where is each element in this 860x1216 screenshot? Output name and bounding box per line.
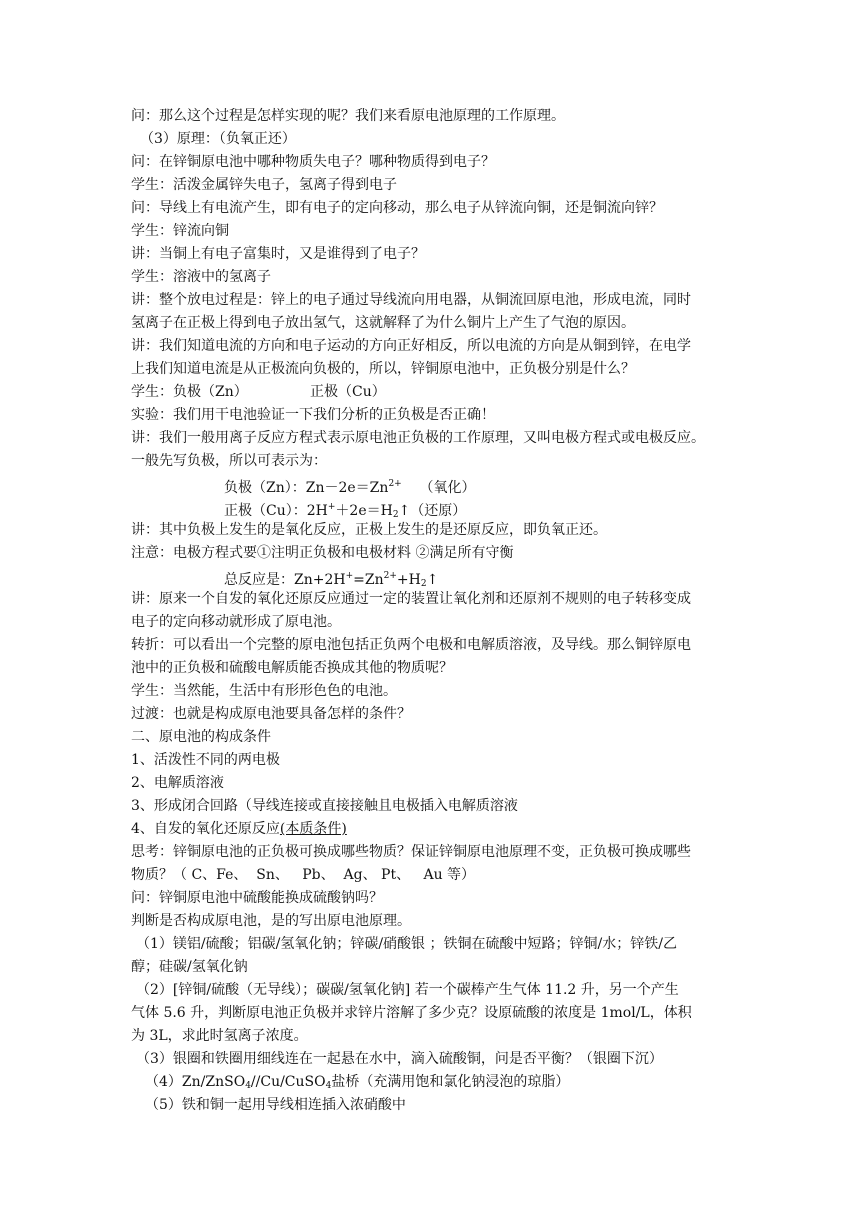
text-line: 讲：我们一般用离子反应方程式表示原电池正负极的工作原理，又叫电极方程式或电极反应。	[131, 430, 705, 446]
list-item: 2、电解质溶液	[131, 775, 224, 791]
text-line: 为 3L，求此时氢离子浓度。	[131, 1028, 308, 1044]
text-line: 一般先写负极，所以可表示为：	[131, 453, 327, 469]
list-item-text: 4、自发的氧化还原反应	[131, 821, 280, 837]
text-line: 氢离子在正极上得到电子放出氢气，这就解释了为什么铜片上产生了气泡的原因。	[131, 315, 635, 331]
text-line: 讲：整个放电过程是：锌上的电子通过导线流向用电器，从铜流回原电池，形成电流，同时	[131, 292, 691, 308]
eq-superscript: 2+	[383, 571, 397, 581]
list-item	[131, 819, 347, 839]
text-line: 上我们知道电流是从正极流向负极的，所以，锌铜原电池中，正负极分别是什么？	[131, 361, 635, 377]
eq-superscript: 2+	[388, 479, 402, 489]
text-line: 气体 5.6 升，判断原电池正负极并求锌片溶解了多少克？设原硫酸的浓度是 1mol/L，体积	[131, 1005, 692, 1021]
equation-cathode	[224, 497, 467, 520]
text-line: 实验：我们用干电池验证一下我们分析的正负极是否正确！	[131, 407, 495, 423]
exercise-item: （2）[锌铜/硫酸（无导线）；碳碳/氢氧化钠] 若一个碳棒产生气体 11.2 升，另一个产生	[136, 982, 679, 998]
text-line: （3）原理：（负氧正还）	[140, 131, 296, 147]
text-line: 讲：当铜上有电子富集时，又是谁得到了电子？	[131, 246, 425, 262]
eq-text: =Zn	[353, 572, 384, 588]
item-subscript: 4	[245, 1081, 251, 1091]
text-line: 讲：其中负极上发生的是氧化反应，正极上发生的是还原反应，即负氧正还。	[131, 522, 607, 538]
text-line: 醇；硅碳/氢氧化钠	[131, 959, 248, 975]
underlined-note: (本质条件)	[279, 821, 347, 837]
exercise-item: （5）铁和铜一起用导线相连插入浓硝酸中	[145, 1097, 406, 1113]
text-line: 思考：锌铜原电池的正负极可换成哪些物质？保证锌铜原电池原理不变，正负极可换成哪些	[131, 844, 691, 860]
eq-text: （氧化）	[401, 480, 476, 496]
text-line: 学生：溶液中的氢离子	[131, 269, 271, 285]
eq-text: 负极（Zn）：Zn－2e＝Zn	[224, 480, 389, 496]
text-line: 注意：电极方程式要①注明正负极和电极材料 ②满足所有守衡	[131, 545, 514, 561]
exercise-item	[145, 1072, 569, 1092]
exercise-item: （1）镁铝/硫酸；铝碳/氢氧化钠；锌碳/硝酸银 ；铁铜在硫酸中短路；锌铜/水；锌铁/乙	[136, 936, 677, 952]
text-line: 学生：负极（Zn） 正极（Cu）	[131, 384, 386, 400]
text-line: 判断是否构成原电池，是的写出原电池原理。	[131, 913, 411, 929]
eq-text: 正极（Cu）：2H	[224, 503, 328, 519]
text-line: 过渡：也就是构成原电池要具备怎样的条件？	[131, 706, 411, 722]
eq-superscript: +	[345, 571, 354, 581]
item-subscript: 4	[325, 1081, 332, 1091]
text-line: 讲：我们知道电流的方向和电子运动的方向正好相反，所以电流的方向是从铜到锌，在电学	[131, 338, 691, 354]
item-text: 盐桥（充满用饱和氯化钠浸泡的琼脂）	[331, 1074, 570, 1090]
eq-text: ↑	[426, 572, 439, 588]
text-line: 问：导线上有电流产生，即有电子的定向移动，那么电子从锌流向铜，还是铜流向锌？	[131, 200, 663, 216]
text-line: 转折：可以看出一个完整的原电池包括正负两个电极和电解质溶液，及导线。那么铜锌原电	[131, 637, 691, 653]
text-line: 问：锌铜原电池中硫酸能换成硫酸钠吗？	[131, 890, 383, 906]
text-line: 学生：当然能，生活中有形形色色的电池。	[131, 683, 397, 699]
eq-superscript: +	[327, 502, 336, 512]
exercise-item: （3）银圈和铁圈用细线连在一起悬在水中，滴入硫酸铜，问是否平衡？（银圈下沉）	[136, 1051, 663, 1067]
list-item: 1、活泼性不同的两电极	[131, 752, 280, 768]
item-text: （4）Zn/ZnSO	[145, 1074, 246, 1090]
text-line: 讲：原来一个自发的氧化还原反应通过一定的装置让氧化剂和还原剂不规则的电子转移变成	[131, 591, 691, 607]
equation-anode	[224, 474, 476, 494]
list-item: 3、形成闭合回路（导线连接或直接接触且电极插入电解质溶液	[131, 798, 518, 814]
eq-text: ＋2e＝H	[335, 503, 393, 519]
text-line: 电子的定向移动就形成了原电池。	[131, 614, 341, 630]
eq-subscript: 2	[420, 579, 427, 589]
eq-subscript: 2	[392, 510, 399, 520]
eq-text: 总反应是：Zn+2H	[224, 572, 346, 588]
text-line: 问：在锌铜原电池中哪种物质失电子？哪种物质得到电子？	[131, 154, 495, 170]
item-text: //Cu/CuSO	[250, 1074, 326, 1090]
text-line: 池中的正负极和硫酸电解质能否换成其他的物质呢？	[131, 660, 453, 676]
text-line: 物质？（ C、Fe、 Sn、 Pb、 Ag、 Pt、 Au 等）	[131, 867, 476, 883]
eq-text: +H	[396, 572, 421, 588]
text-line: 学生：锌流向铜	[131, 223, 229, 239]
equation-total	[224, 566, 439, 589]
section-heading: 二、原电池的构成条件	[131, 729, 271, 745]
text-line: 学生：活泼金属锌失电子，氢离子得到电子	[131, 177, 397, 193]
eq-text: ↑（还原）	[398, 503, 467, 519]
text-line: 问：那么这个过程是怎样实现的呢？我们来看原电池原理的工作原理。	[131, 108, 565, 124]
